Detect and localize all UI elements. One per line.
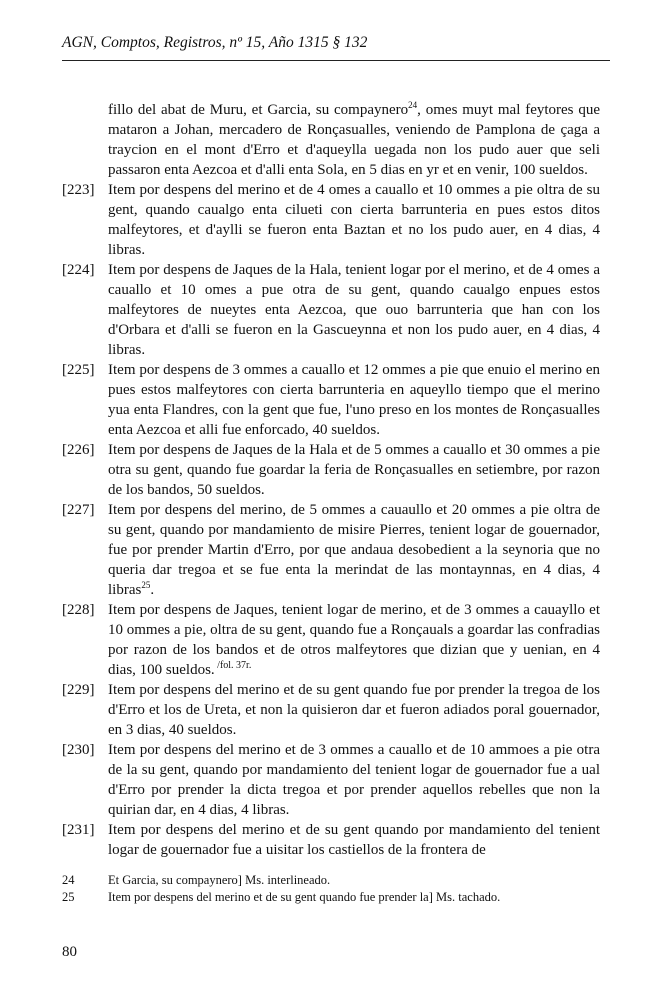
footnote-ref-24[interactable]: 24	[408, 100, 418, 110]
entry-230	[62, 740, 600, 820]
entry-224	[62, 260, 600, 360]
entry-229	[62, 680, 600, 740]
entry-231	[62, 820, 600, 860]
footnote-number: 25	[62, 890, 75, 904]
entry-text-end: .	[150, 582, 155, 598]
lead-text: fillo del abat de Muru, et Garcia, su compaynero	[108, 102, 409, 118]
folio-marker: /fol. 37r.	[214, 660, 252, 671]
entry-text: Item por despens del merino, de 5 ommes a cauaullo et 20 ommes a pie oltra de su gent, quando por mandamiento de misire Pierres, tenient logar de gouernador, fue por prender Martin d'Erro, por que andaua desobedient a la seynoria que no queria dar tregoa et se fue enta la merindat de las montaynnas, en 4 dias, 4 libras	[108, 502, 600, 598]
entry-number: [227]	[62, 502, 95, 518]
entry-text: Item por despens de Jaques de la Hala et de 5 ommes a cauallo et 30 ommes a pie otra su gent, quando fue goardar la feria de Ronçasualles en setiembre, por razon de los bandos, 50 sueldos.	[108, 442, 600, 498]
footnote-24	[62, 872, 600, 889]
footnote-text: Item por despens del merino et de su gent quando fue prender la] Ms. tachado.	[108, 890, 501, 904]
entry-text: Item por despens de 3 ommes a cauallo et 12 ommes a pie que enuio el merino en pues estos malfeytores con cierta barrunteria en aqueyllo tiempo que el merino yua enta Flandres, con la gent que fue, l'uno preso en los montes de Ronçasualles enta Aezcoa et alli fue enforcado, 40 sueldos.	[108, 362, 600, 438]
running-header: AGN, Comptos, Registros, nº 15, Año 1315 § 132	[62, 34, 368, 51]
entry-number: [229]	[62, 682, 95, 698]
entry-text: Item por despens del merino et de 3 ommes a cauallo et de 10 ammoes a pie otra de la su gent, quando por mandamiento del tenient logar de gouernador fue a ual d'Erro por prender la dicta tregoa et por prender aquellos rebelles que non la quirian dar, en 4 dias, 4 libras.	[108, 742, 600, 818]
entry-number: [225]	[62, 362, 95, 378]
header-rule	[62, 60, 610, 61]
entry-225	[62, 360, 600, 440]
document-body	[62, 100, 600, 860]
entry-number: [226]	[62, 442, 95, 458]
footnote-number: 24	[62, 873, 75, 887]
entry-228	[62, 600, 600, 680]
entry-number: [228]	[62, 602, 95, 618]
entry-227	[62, 500, 600, 600]
lead-text-continued: , omes muyt mal feytores que mataron a Johan, mercadero de Ronçasualles, veniendo de Pamplona de çaga a traycion en el mont d'Erro et d'aqueylla uegada non los pudo auer que seli passaron enta Aezcoa et d'alli enta Sola, en 5 dias en yr et en venir, 100 sueldos.	[108, 102, 601, 178]
entry-number: [223]	[62, 182, 95, 198]
footnote-text: Et Garcia, su compaynero] Ms. interlineado.	[108, 873, 331, 887]
entry-text: Item por despens del merino et de su gent quando por mandamiento del tenient logar de gouernador fue a uisitar los castiellos de la frontera de	[108, 822, 600, 858]
entry-text: Item por despens de Jaques, tenient logar de merino, et de 3 ommes a cauayllo et 10 ommes a pie, oltra de su gent, quando fue a Ronçauals a goardar las confradias por razon de los bandos et de otros malfeytores que dizian que y uenian, en 4 dias, 100 sueldos.	[108, 602, 600, 678]
entry-text: Item por despens del merino et de 4 omes a cauallo et 10 ommes a pie oltra de su gent, quando caualgo enta cilueti con cierta barrunteria en pues estos ditos malfeytores, et d'aylli se fueron enta Baztan et no los pudo auer, en 4 dias, 4 libras.	[108, 182, 600, 258]
entry-number: [231]	[62, 822, 95, 838]
footnote-ref-25[interactable]: 25	[141, 580, 151, 590]
entry-223	[62, 180, 600, 260]
entry-text: Item por despens del merino et de su gent quando fue por prender la tregoa de los d'Erro et los de Ureta, et non la quisieron dar et fueron adiados poral gouernador, en 3 dias, 40 sueldos.	[108, 682, 600, 738]
page-number: 80	[62, 944, 77, 960]
entry-number: [224]	[62, 262, 95, 278]
entry-text: Item por despens de Jaques de la Hala, tenient logar por el merino, et de 4 omes a cauallo et 10 omes a pue otra de su gent, quando caualgo enpues estos malfeytores de nueytes enta Aezcoa, que ouo barrunteria que han con los d'Orbara et d'alli se fueron en la Gascueynna et non los pudo auer, en 4 dias, 4 libras.	[108, 262, 600, 358]
lead-paragraph	[62, 100, 600, 180]
entry-number: [230]	[62, 742, 95, 758]
entry-226	[62, 440, 600, 500]
footnotes	[62, 872, 600, 906]
footnote-25	[62, 889, 600, 906]
